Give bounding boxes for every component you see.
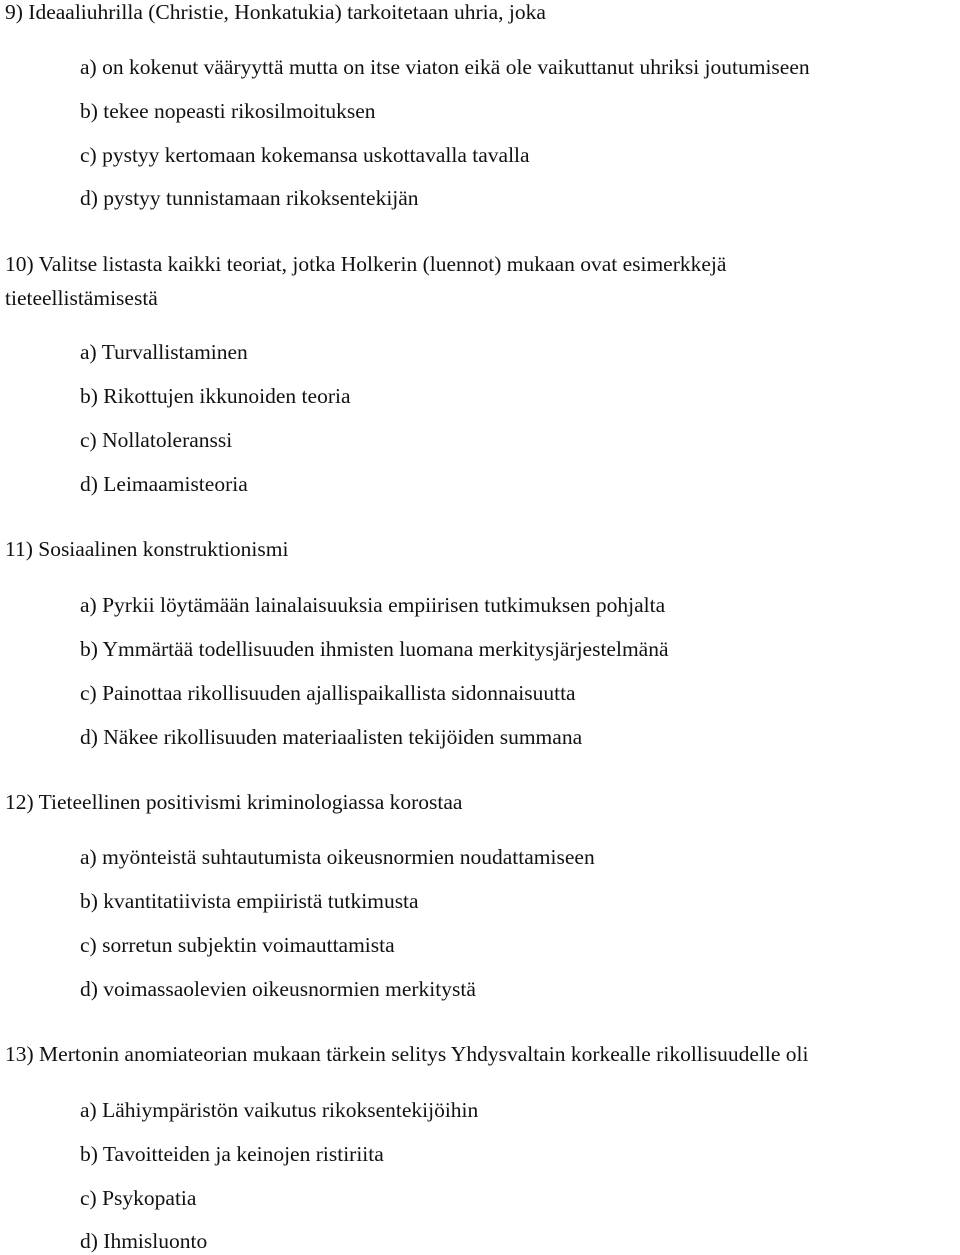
question-13-option-b: b) Tavoitteiden ja keinojen ristiriita [80,1142,384,1166]
question-13-option-c: c) Psykopatia [80,1186,197,1210]
question-10-option-a: a) Turvallistaminen [80,340,248,364]
question-12-text: 12) Tieteellinen positivismi kriminologiassa korostaa [5,790,463,814]
question-9-option-d: d) pystyy tunnistamaan rikoksentekijän [80,186,419,210]
question-10-text: 10) Valitse listasta kaikki teoriat, jotka Holkerin (luennot) mukaan ovat esimerkkejä [5,252,727,276]
question-13-option-a: a) Lähiympäristön vaikutus rikoksentekijöihin [80,1098,479,1122]
question-12-option-a: a) myönteistä suhtautumista oikeusnormien noudattamiseen [80,845,595,869]
question-9-option-c: c) pystyy kertomaan kokemansa uskottavalla tavalla [80,143,530,167]
question-11-option-a: a) Pyrkii löytämään lainalaisuuksia empiirisen tutkimuksen pohjalta [80,593,666,617]
question-12-option-d: d) voimassaolevien oikeusnormien merkitystä [80,977,476,1001]
question-9-option-a: a) on kokenut vääryyttä mutta on itse viaton eikä ole vaikuttanut uhriksi joutumiseen [80,55,810,79]
question-12-option-c: c) sorretun subjektin voimauttamista [80,933,395,957]
question-10-option-c: c) Nollatoleranssi [80,428,233,452]
question-13-option-d: d) Ihmisluonto [80,1229,208,1253]
question-10-option-d: d) Leimaamisteoria [80,472,248,496]
question-13-text: 13) Mertonin anomiateorian mukaan tärkein selitys Yhdysvaltain korkealle rikollisuudelle oli [5,1042,809,1066]
question-11-text: 11) Sosiaalinen konstruktionismi [5,537,289,561]
question-11-option-c: c) Painottaa rikollisuuden ajallispaikallista sidonnaisuutta [80,681,576,705]
question-9-text: 9) Ideaaliuhrilla (Christie, Honkatukia) tarkoitetaan uhria, joka [5,0,546,24]
question-11-option-d: d) Näkee rikollisuuden materiaalisten tekijöiden summana [80,725,583,749]
question-10-text-continued: tieteellistämisestä [5,286,158,310]
question-11-option-b: b) Ymmärtää todellisuuden ihmisten luomana merkitysjärjestelmänä [80,637,669,661]
question-9-option-b: b) tekee nopeasti rikosilmoituksen [80,99,376,123]
question-10-option-b: b) Rikottujen ikkunoiden teoria [80,384,351,408]
question-12-option-b: b) kvantitatiivista empiiristä tutkimusta [80,889,419,913]
